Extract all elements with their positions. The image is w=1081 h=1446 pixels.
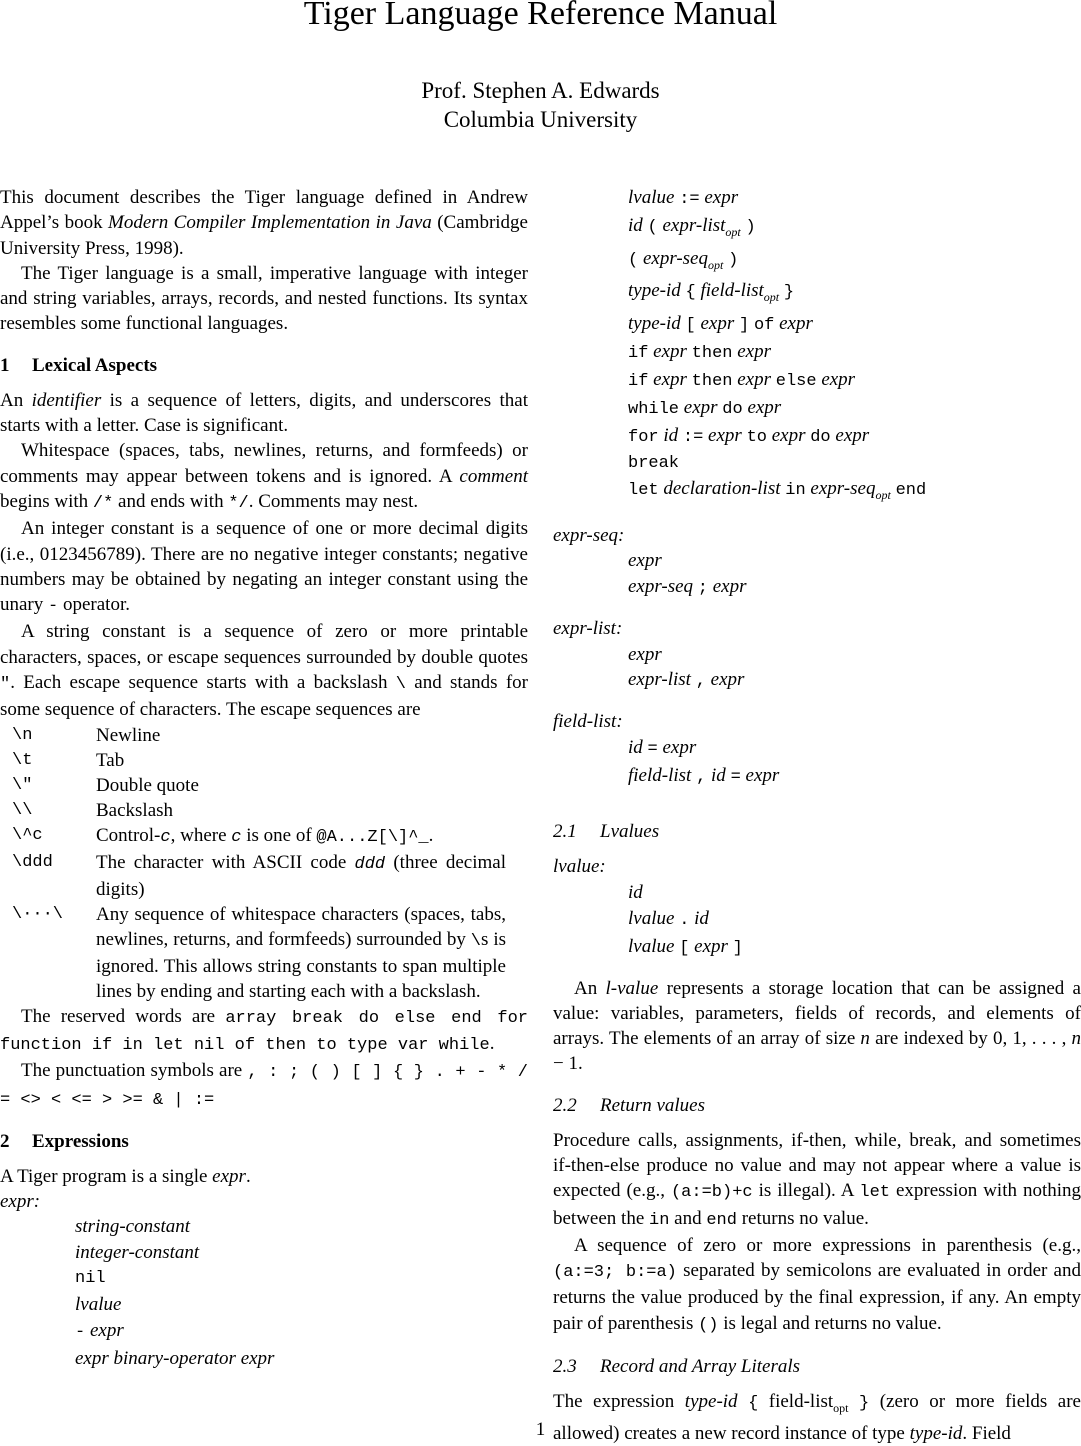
grammar-production: ( expr-seq$_{opt}$ ) xyxy=(628,247,739,272)
grammar-production: if expr then expr xyxy=(628,340,771,363)
grammar-production: lvalue . id xyxy=(628,907,709,930)
escape-key: \^c xyxy=(12,825,43,845)
grammar-production: expr xyxy=(628,643,662,665)
sec1-paragraph-3: An integer constant is a sequence of one or more decimal digits (i.e., 0123456789). There are no negative integer constants; negative numbers may be obtained by negating an integer constant using the unary - operator. xyxy=(0,518,528,617)
sec2-paragraph-1: A Tiger program is a single expr. xyxy=(0,1165,251,1187)
grammar-production: nil xyxy=(75,1269,106,1289)
escape-desc: Any sequence of whitespace characters (spaces, tabs, newlines, returns, and formfeeds) surrounded by \s is ignored. This allows string constants to span multiple lines by ending and starting each with a backslash. xyxy=(96,903,507,1002)
grammar-production: lvalue xyxy=(75,1294,122,1316)
page-number: 1 xyxy=(535,1419,546,1440)
escape-key: \t xyxy=(12,750,33,770)
grammar-production: field-list , id = expr xyxy=(628,764,780,787)
page-title: Tiger Language Reference Manual xyxy=(303,0,778,32)
grammar-nonterminal-expr-list: expr-list: xyxy=(553,618,623,640)
grammar-production: expr binary-operator expr xyxy=(75,1347,275,1369)
escape-desc: Newline xyxy=(96,724,161,746)
grammar-nonterminal-expr-seq: expr-seq: xyxy=(553,525,625,547)
right-column xyxy=(553,185,1081,1446)
reserved-words-paragraph: The reserved words are array break do else end for function if in let nil of then to type var while. xyxy=(0,1005,528,1055)
escape-desc: Tab xyxy=(96,749,125,771)
escape-key: \ddd xyxy=(12,852,53,872)
sec22-paragraph-1: Procedure calls, assignments, if-then, while, break, and sometimes if-then-else produce no value and may not appear where a value is expected (e.g., (a:=b)+c is illegal). A let expression with nothing between the in and end returns no value. xyxy=(553,1129,1081,1230)
grammar-production: lvalue [ expr ] xyxy=(628,935,743,958)
grammar-production: lvalue := expr xyxy=(628,187,739,209)
escape-key: \n xyxy=(12,725,33,745)
author-affiliation: Columbia University xyxy=(443,107,638,132)
grammar-production: - expr xyxy=(75,1320,124,1343)
grammar-production: expr-seq ; expr xyxy=(628,576,747,599)
section-1-heading: 1 Lexical Aspects xyxy=(0,354,158,376)
escape-key: \" xyxy=(12,775,33,795)
grammar-nonterminal-lvalue: lvalue: xyxy=(553,856,606,878)
grammar-production: if expr then expr else expr xyxy=(628,368,856,391)
escape-sequence-table xyxy=(12,723,528,1004)
grammar-nonterminal-expr: expr: xyxy=(0,1191,41,1213)
punctuation-paragraph: The punctuation symbols are , : ; ( ) [ ] { } . + - * / = <> < <= > >= & | := xyxy=(0,1060,528,1110)
sec23-paragraph-1: The expression type-id { field-list$_{opt}$ } (zero or more fields are allowed) creates a new record instance of type type-id. Field xyxy=(553,1391,1081,1445)
left-column xyxy=(0,185,528,1372)
grammar-production: for id := expr to expr do expr xyxy=(628,424,870,447)
escape-key: \···\ xyxy=(12,904,64,924)
grammar-production: type-id [ expr ] of expr xyxy=(628,313,813,336)
grammar-production: expr-list , expr xyxy=(628,669,745,692)
punctuation-symbols: , : ; ( ) [ ] { } . + - * / = <> < <= > >= & | := xyxy=(0,1063,528,1110)
section-2-3-heading: 2.3 Record and Array Literals xyxy=(553,1356,801,1378)
section-2-heading: 2 Expressions xyxy=(0,1130,129,1152)
escape-desc: Control-c, where c is one of @A...Z[\]^_. xyxy=(96,824,434,847)
expr-productions-continued xyxy=(553,185,1081,509)
escape-desc: The character with ASCII code ddd (three decimal digits) xyxy=(96,851,506,900)
grammar-production: id = expr xyxy=(628,736,697,759)
intro-paragraph-2: The Tiger language is a small, imperative language with integer and string variables, arrays, records, and nested functions. Its syntax resembles some functional languages. xyxy=(0,262,528,335)
sec22-paragraph-2: A sequence of zero or more expressions in parenthesis (e.g., (a:=3; b:=a) separated by semicolons are evaluated in order and returns the value produced by the final expression, if any. An empty pair of parenthesis () is legal and returns no value. xyxy=(553,1234,1081,1335)
section-2-1-heading: 2.1 Lvalues xyxy=(553,821,660,843)
grammar-production: type-id { field-list$_{opt}$ } xyxy=(628,280,795,305)
escape-key: \\ xyxy=(12,800,33,820)
sec1-paragraph-2: Whitespace (spaces, tabs, newlines, returns, and formfeeds) or comments may appear between tokens and is ignored. A comment begins with /* and ends with */. Comments may nest. xyxy=(0,440,528,513)
intro-paragraph-1: This document describes the Tiger language defined in Andrew Appel’s book Modern Compiler Implementation in Java (Cambridge University Press, 1998). xyxy=(0,187,528,259)
sec1-paragraph-1: An identifier is a sequence of letters, digits, and underscores that starts with a letter. Case is significant. xyxy=(0,389,528,437)
reserved-words: array break do else end for function if in let nil of then to type var while xyxy=(0,1008,528,1055)
grammar-production: expr xyxy=(628,550,662,572)
grammar-production: id ( expr-list$_{opt}$ ) xyxy=(628,214,756,239)
sec1-paragraph-4: A string constant is a sequence of zero or more printable characters, spaces, or escape sequences surrounded by double quotes ". Each escape sequence starts with a backslash \ and stands for some sequence of characters. The escape sequences are xyxy=(0,621,528,721)
sec21-paragraph: An l-value represents a storage location that can be assigned a value: variables, parameters, fields of records, and elements of arrays. The elements of an array of size n are indexed by 0, 1, . . . , n − 1. xyxy=(553,977,1081,1075)
grammar-production: string-constant xyxy=(75,1216,191,1238)
section-2-2-heading: 2.2 Return values xyxy=(553,1094,706,1116)
book-title: Modern Compiler Implementation in Java xyxy=(108,212,432,234)
escape-desc: Backslash xyxy=(96,799,174,821)
grammar-production: break xyxy=(628,453,680,473)
grammar-production: integer-constant xyxy=(75,1242,200,1264)
grammar-production: id xyxy=(628,881,643,903)
author-name: Prof. Stephen A. Edwards xyxy=(421,78,660,103)
escape-desc: Double quote xyxy=(96,774,199,796)
grammar-nonterminal-field-list: field-list: xyxy=(553,711,623,733)
grammar-production: while expr do expr xyxy=(628,396,782,419)
grammar-production: let declaration-list in expr-seq$_{opt}$ end xyxy=(628,478,927,503)
